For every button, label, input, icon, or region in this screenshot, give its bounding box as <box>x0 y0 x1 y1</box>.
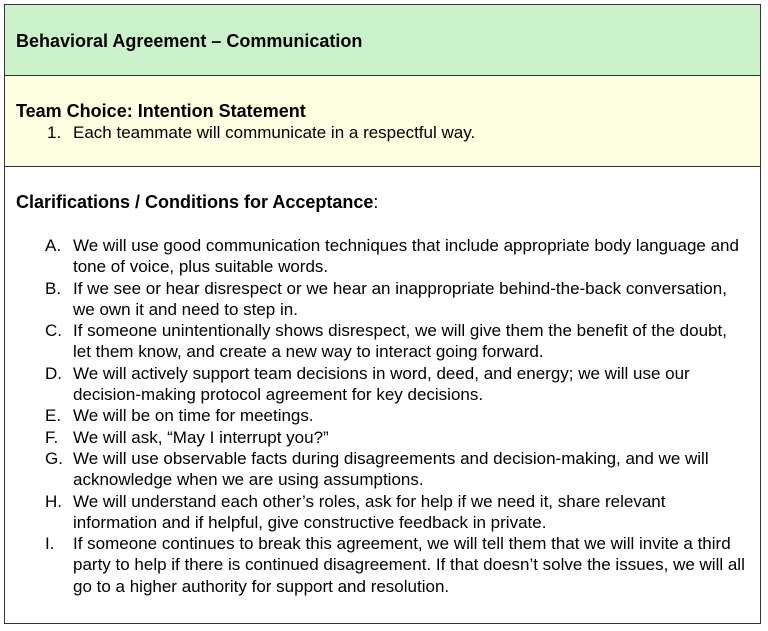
list-item-text: We will use good communication techniques that include appropriate body language and tone of voice, plus suitable words. <box>73 236 739 277</box>
list-item <box>16 448 760 491</box>
list-item-text: We will be on time for meetings. <box>73 406 314 426</box>
list-item <box>16 363 760 406</box>
list-item <box>16 491 760 534</box>
intention-item <box>16 122 760 144</box>
list-item-text: We will use observable facts during disagreements and decision-making, and we will acknowledge when we are using assumptions. <box>73 448 709 490</box>
list-item-marker: A. <box>45 236 62 255</box>
list-item-text: We will understand each other’s roles, ask for help if we need it, share relevant information and if helpful, give constructive feedback in private. <box>73 491 666 532</box>
list-item-text: If someone unintentionally shows disrespect, we will give them the benefit of the doubt, let them know, and create a new way to interact going forward. <box>73 321 727 362</box>
clarifications-title-colon: : <box>373 192 379 212</box>
list-item-marker: I. <box>45 534 55 554</box>
list-item-marker: D. <box>45 363 62 383</box>
clarifications-title <box>16 191 760 213</box>
intention-text: Each teammate will communicate in a respectful way. <box>73 123 476 142</box>
list-item-marker: B. <box>45 278 62 298</box>
list-item <box>16 278 760 321</box>
list-item-marker: F. <box>45 427 59 447</box>
clarifications-row <box>5 167 760 623</box>
team-choice-row <box>5 76 760 167</box>
list-item <box>16 235 760 278</box>
list-item <box>16 533 760 597</box>
agreement-table <box>4 4 761 624</box>
list-item-marker: C. <box>45 321 62 341</box>
intention-marker: 1. <box>47 123 62 142</box>
intention-list <box>16 122 760 144</box>
agreement-header-row <box>5 5 760 76</box>
team-choice-title: Team Choice: Intention Statement <box>16 101 306 121</box>
list-item-text: If we see or hear disrespect or we hear an inappropriate behind-the-back conversation, we own it and need to step in. <box>73 278 727 319</box>
list-item <box>16 320 760 363</box>
clarifications-list <box>16 235 760 597</box>
list-item-text: We will ask, “May I interrupt you?” <box>73 427 329 447</box>
list-item-marker: G. <box>45 448 63 468</box>
list-item-text: We will actively support team decisions in word, deed, and energy; we will use our decision-making protocol agreement for key decisions. <box>73 363 690 405</box>
list-item-marker: H. <box>45 491 62 511</box>
agreement-title: Behavioral Agreement – Communication <box>16 31 363 51</box>
list-item-text: If someone continues to break this agreement, we will tell them that we will invite a third party to help if there is continued disagreement. If that doesn’t solve the issues, we will all go to a higher authority for support and resolution. <box>73 534 745 596</box>
list-item-marker: E. <box>45 406 62 426</box>
list-item <box>16 405 760 426</box>
clarifications-title-text: Clarifications / Conditions for Acceptance <box>16 192 374 212</box>
list-item <box>16 427 760 448</box>
